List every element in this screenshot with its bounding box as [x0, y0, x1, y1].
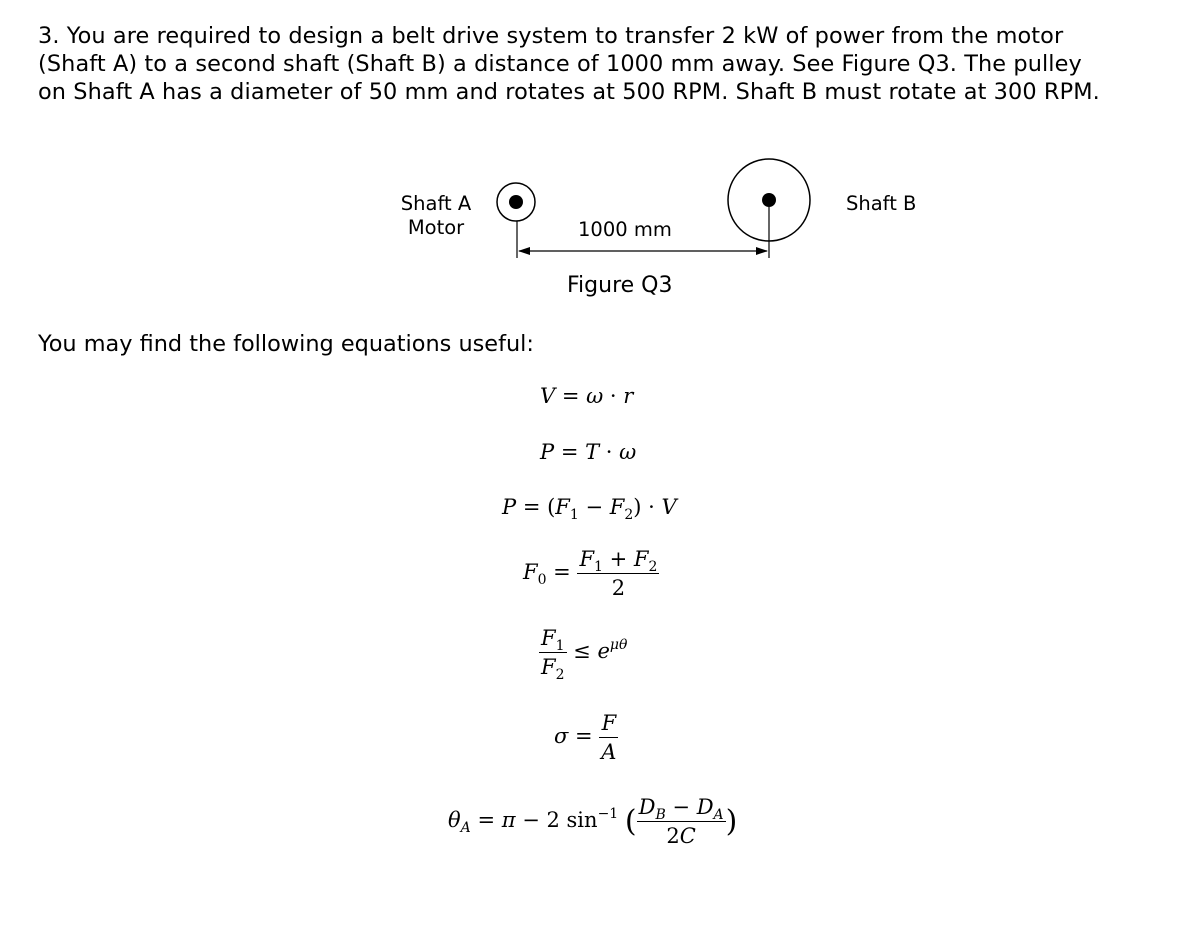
problem-line-3: on Shaft A has a diameter of 50 mm and rotates at 500 RPM. Shaft B must rotate at 300 RPM.	[38, 79, 1100, 105]
equations-intro: You may find the following equations useful:	[38, 331, 534, 357]
shaft-a-title: Shaft A	[400, 192, 472, 215]
figure-q3-diagram	[0, 0, 1194, 300]
shaft-a-label	[396, 192, 476, 240]
distance-label: 1000 mm	[578, 218, 672, 241]
shaft-a-center	[509, 195, 523, 209]
equation-wrap-angle: $\theta_A = \pi - 2$ $\sin^{-1}$ ( $\frac{D_B - D_A}{2C}$ )	[448, 795, 738, 848]
problem-line-1: 3. You are required to design a belt drive system to transfer 2 kW of power from the motor	[38, 23, 1064, 49]
equation-stress: σ = $\frac{F}{A}$	[554, 711, 617, 764]
equation-power-torque: P = T · ω	[540, 440, 637, 464]
figure-caption: Figure Q3	[567, 273, 673, 298]
shaft-a-motor: Motor	[407, 216, 465, 239]
shaft-b-center	[762, 193, 776, 207]
equation-velocity: V = ω · r	[540, 384, 634, 408]
equation-initial-tension: $F_0$ = $\frac{F_1 + F_2}{2}$	[523, 547, 658, 600]
problem-line-2: (Shaft A) to a second shaft (Shaft B) a distance of 1000 mm away. See Figure Q3. The pulley	[38, 51, 1082, 77]
equation-power-force: $P = (F_1 - F_2) \cdot V$	[502, 495, 677, 523]
equation-tension-ratio: $\frac{F_1}{F_2}$ ≤ $e^{\mu\theta}$	[541, 626, 628, 683]
shaft-b-label: Shaft B	[846, 192, 917, 215]
